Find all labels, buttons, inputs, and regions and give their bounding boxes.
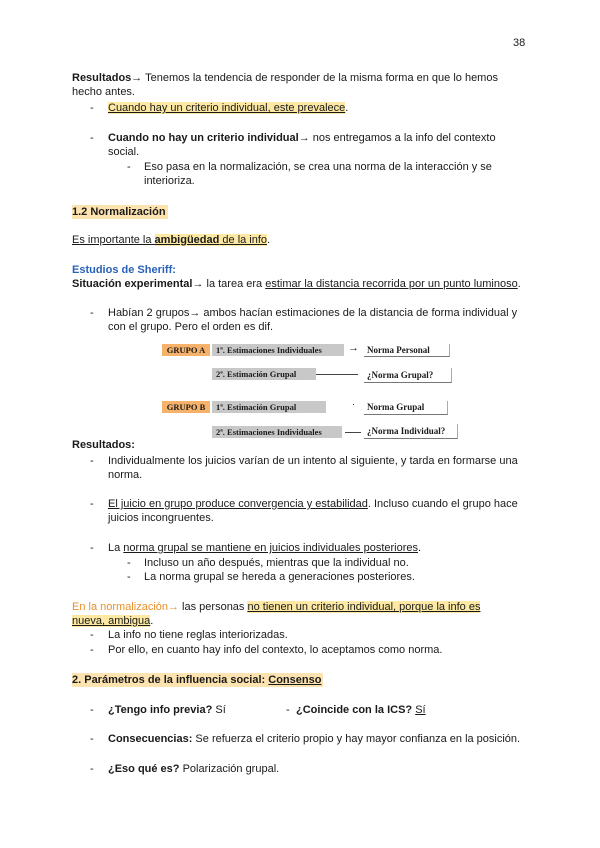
bullet-dash: -	[90, 455, 94, 467]
no-criterio-bold: Cuando no hay un criterio individual	[108, 132, 299, 144]
arrow-icon: →	[348, 342, 359, 354]
criterio-individual-text: Cuando hay un criterio individual, este prevalece	[108, 102, 346, 114]
list-item: Por ello, en cuanto hay info del contexto, lo aceptamos como norma.	[108, 644, 443, 656]
no-criterio-text: → nos entregamos a la info del contexto	[298, 132, 496, 144]
group-b-step2: 2ª. Estimaciones Individuales	[212, 426, 342, 438]
normalizacion-line-2	[72, 615, 153, 627]
situacion-task: estimar la distancia recorrida por un punto luminoso	[265, 278, 518, 290]
bullet-dash: -	[90, 704, 94, 716]
period: .	[345, 102, 349, 114]
bullet-dash: -	[90, 763, 94, 775]
list-item	[108, 498, 518, 510]
la-text: La	[108, 542, 124, 554]
group-a-label: GRUPO A	[162, 344, 210, 356]
resultados-text: → Tenemos la tendencia de responder de la misma forma en que lo hemos	[131, 72, 498, 84]
out-norma-individual-q: ¿Norma Individual?	[364, 424, 458, 439]
arrow-icon: →	[168, 601, 179, 613]
list-item	[108, 102, 348, 114]
normalizacion-orange: En la normalización	[72, 601, 168, 613]
grupos-text-2: con el grupo. Pero el orden es dif.	[108, 321, 274, 333]
sub-item: Eso pasa en la normalización, se crea una norma de la interacción y se	[144, 161, 492, 173]
normalizacion-line	[72, 601, 480, 613]
consecuencias-label: Consecuencias:	[108, 733, 193, 745]
out-norma-grupal: Norma Grupal	[364, 401, 448, 415]
period: .	[150, 615, 154, 627]
convergencia-text: El juicio en grupo produce convergencia y estabilidad	[108, 498, 368, 510]
bullet-dash: -	[90, 733, 94, 745]
question-coincide-ics	[296, 704, 426, 716]
resultados-label: Resultados	[72, 72, 132, 84]
grupos-text: Habían 2 grupos→ ambos hacían estimaciones de la distancia de forma individual y	[108, 307, 518, 319]
list-item: La info no tiene reglas interiorizadas.	[108, 629, 288, 641]
q2-answer: Sí	[415, 704, 426, 716]
q2-bold: ¿Coincide con la ICS?	[296, 704, 413, 716]
connector-line	[316, 374, 358, 375]
list-item-cont: juicios incongruentes.	[108, 512, 214, 524]
dot-marker: ·	[352, 399, 355, 409]
personas-text: las personas	[179, 601, 248, 613]
bullet-dash: -	[127, 161, 131, 173]
period: .	[267, 234, 271, 246]
list-item	[108, 132, 496, 144]
period: .	[418, 542, 422, 554]
line-post: de la info	[219, 234, 268, 246]
group-a-step1: 1ª. Estimaciones Individuales	[212, 344, 344, 356]
bullet-dash: -	[90, 644, 94, 656]
list-item	[108, 542, 421, 554]
situacion-arrow: → la tarea era	[192, 278, 266, 290]
resultados-text-2: hecho antes.	[72, 86, 135, 98]
nueva-ambigua: nueva, ambigua	[72, 615, 151, 627]
section-heading-parametros	[72, 673, 323, 687]
connector-line	[345, 432, 361, 433]
situacion-label: Situación experimental	[72, 278, 193, 290]
incluso-text: . Incluso cuando el grupo hace	[367, 498, 518, 510]
sub-item: Incluso un año después, mientras que la individual no.	[144, 557, 409, 569]
bullet-dash: -	[90, 132, 94, 144]
bullet-dash: -	[90, 629, 94, 641]
sub-item-cont: interioriza.	[144, 175, 195, 187]
group-b-step1: 1ª. Estimación Grupal	[212, 401, 326, 413]
no-criterio-highlight: no tienen un criterio individual, porque la info es	[247, 601, 481, 613]
list-item-cont: social.	[108, 146, 140, 158]
sheriff-heading: Estudios de Sheriff:	[72, 264, 176, 276]
bullet-dash: -	[127, 557, 131, 569]
bullet-dash: -	[127, 571, 131, 583]
resultados-heading: Resultados:	[72, 439, 135, 451]
consecuencias-text: Se refuerza el criterio propio y hay mayor confianza en la posición.	[192, 733, 521, 745]
ambiguedad-line	[72, 234, 270, 246]
out-norma-personal: Norma Personal	[364, 344, 450, 357]
eso-label: ¿Eso qué es?	[108, 763, 180, 775]
eso-text: Polarización grupal.	[179, 763, 280, 775]
question-info-previa	[108, 704, 226, 716]
bullet-dash: -	[90, 102, 94, 114]
sub-item: La norma grupal se hereda a generaciones posteriores.	[144, 571, 415, 583]
bullet-dash: -	[90, 542, 94, 554]
page-number: 38	[513, 37, 526, 49]
q1-bold: ¿Tengo info previa?	[108, 704, 213, 716]
q1-answer: Sí	[212, 704, 226, 716]
situacion-line	[72, 278, 521, 290]
ambiguedad-word: ambigüedad	[154, 234, 220, 246]
bullet-dash: -	[286, 704, 290, 716]
bullet-dash: -	[90, 307, 94, 319]
period: .	[517, 278, 521, 290]
consecuencias-line	[108, 733, 520, 745]
resultados-line	[72, 72, 498, 84]
group-b-label: GRUPO B	[162, 401, 210, 413]
eso-que-es-line	[108, 763, 279, 775]
line-pre: Es importante la	[72, 234, 155, 246]
out-norma-grupal-q: ¿Norma Grupal?	[364, 368, 452, 383]
list-item-cont: norma.	[108, 469, 143, 481]
norma-grupal-text: norma grupal se mantiene en juicios individuales posteriores	[123, 542, 419, 554]
consenso-word: Consenso	[268, 674, 322, 686]
group-a-step2: 2ª. Estimación Grupal	[212, 368, 316, 380]
parametros-heading-text: 2. Parámetros de la influencia social:	[72, 674, 269, 686]
list-item: Individualmente los juicios varían de un intento al siguiente, y tarda en formarse una	[108, 455, 518, 467]
bullet-dash: -	[90, 498, 94, 510]
section-heading-normalizacion: 1.2 Normalización	[72, 206, 166, 218]
